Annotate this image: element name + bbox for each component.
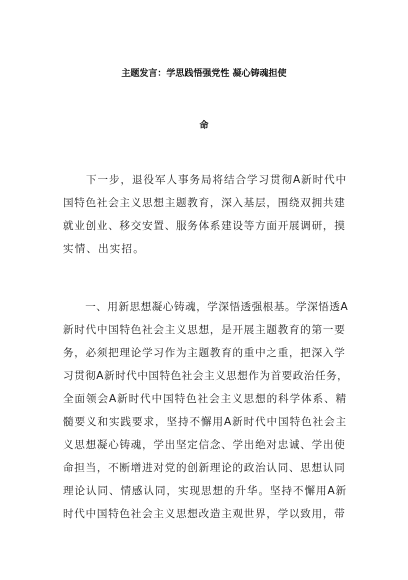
paragraph-1-line: 下一步，退役军人事务局将结合学习贯彻A新时代中 — [63, 174, 348, 186]
paragraph-2-line: 义思想凝心铸魂，学出坚定信念、学出绝对忠诚、学出使 — [63, 439, 346, 451]
paragraph-2-line: 全面领会A新时代中国特色社会主义思想的科学体系、精 — [63, 393, 348, 405]
paragraph-2-line: 新时代中国特色社会主义思想，是开展主题教育的第一要 — [63, 324, 346, 336]
paragraph-2-line: 习贯彻A新时代中国特色社会主义思想作为首要政治任务， — [63, 370, 349, 382]
paragraph-1-line: 就业创业、移交安置、服务体系建设等方面开展调研，摸 — [63, 220, 346, 232]
paragraph-2-line: 时代中国特色社会主义思想改造主观世界，学以致用，带 — [63, 508, 346, 520]
document-title-line-1: 主题发言：学思践悟强党性 凝心铸魂担使 — [121, 69, 287, 79]
document-title-line-2: 命 — [199, 121, 209, 131]
paragraph-2-line: 命担当，不断增进对党的创新理论的政治认同、思想认同 — [63, 462, 346, 474]
paragraph-2-line: 务，必须把理论学习作为主题教育的重中之重，把深入学 — [63, 347, 346, 359]
paragraph-2-line: 髓要义和实践要求，坚持不懈用A新时代中国特色社会主 — [63, 416, 348, 428]
paragraph-2-line: 理论认同、情感认同，实现思想的升华。坚持不懈用A新 — [63, 485, 348, 497]
paragraph-1-line: 实情、出实招。 — [63, 243, 145, 255]
paragraph-1-line: 国特色社会主义思想主题教育，深入基层，围绕双拥共建 — [63, 197, 346, 209]
paragraph-2-line: 一、用新思想凝心铸魂，学深悟透强根基。学深悟透A — [63, 301, 349, 313]
